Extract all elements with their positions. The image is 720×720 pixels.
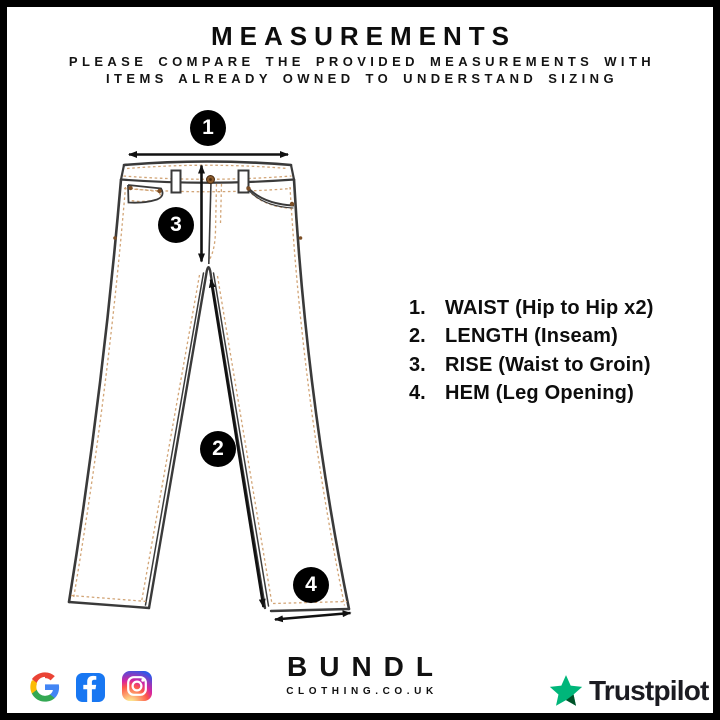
brand-domain: CLOTHING.CO.UK	[286, 686, 438, 697]
legend-label: RISE (Waist to Groin)	[445, 353, 651, 376]
measurement-legend	[409, 294, 654, 408]
brand-name: BUNDL	[287, 651, 445, 682]
header	[7, 21, 713, 87]
trustpilot-label: Trustpilot	[589, 674, 709, 706]
belt-loop-left	[172, 171, 181, 193]
legend-item	[409, 380, 654, 409]
trustpilot-star-icon	[549, 674, 583, 707]
legend-item	[409, 323, 654, 352]
legend-number: 2.	[409, 325, 426, 348]
marker-waist: 1	[190, 110, 226, 146]
subtitle-line-2: ITEMS ALREADY OWNED TO UNDERSTAND SIZING	[106, 71, 618, 86]
legend-item	[409, 351, 654, 380]
legend-label: WAIST (Hip to Hip x2)	[445, 296, 654, 319]
legend-number: 3.	[409, 353, 426, 376]
marker-hem: 4	[293, 567, 329, 603]
subtitle-line-1: PLEASE COMPARE THE PROVIDED MEASUREMENTS WITH	[68, 54, 656, 69]
marker-length: 2	[200, 431, 236, 467]
legend-label: HEM (Leg Opening)	[445, 382, 634, 405]
trustpilot-logo	[549, 674, 709, 707]
legend-label: LENGTH (Inseam)	[445, 325, 619, 348]
page-title: MEASUREMENTS	[210, 21, 516, 51]
jeans-button	[207, 176, 215, 184]
marker-rise: 3	[158, 207, 194, 243]
legend-number: 1.	[409, 296, 426, 319]
legend-item	[409, 294, 654, 323]
hem-arrow	[275, 613, 351, 620]
legend-number: 4.	[409, 382, 426, 405]
